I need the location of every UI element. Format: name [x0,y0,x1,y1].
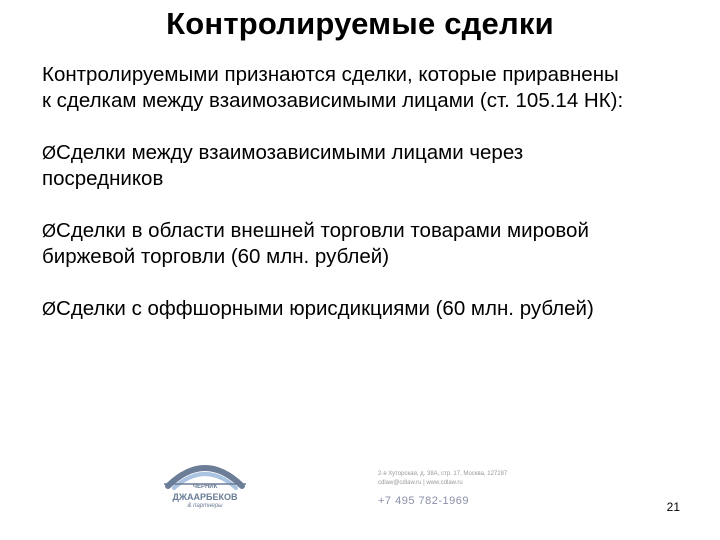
bullet-item [42,140,702,192]
arrow-bullet-icon: Ø [42,299,57,319]
footer-address [378,470,578,488]
logo-name-top: ЧЕРНИК [192,484,218,490]
bullet-text-line2: посредников [42,167,164,190]
intro-text [42,62,702,114]
intro-line-1: Контролируемыми признаются сделки, которые приравнены [42,63,619,86]
slide-title: Контролируемые сделки [166,6,554,41]
bullet-item [42,218,702,270]
logo-name-main: ДЖААРБЕКОВ [172,492,238,502]
arrow-bullet-icon: Ø [42,221,57,241]
arrow-bullet-icon: Ø [42,143,57,163]
page-number: 21 [666,500,680,514]
bullet-item [42,296,702,322]
bullet-text-line1: Сделки между взаимозависимыми лицами через [56,141,524,164]
logo-name-sub: & партнеры [187,503,223,509]
footer-phone: +7 495 782-1969 [378,495,469,507]
bullet-text-line1: Сделки в области внешней торговли товарами мировой [56,219,589,242]
intro-line-2: к сделкам между взаимозависимыми лицами (ст. 105.14 НК): [42,89,624,112]
address-line-2: cdlaw@cdlaw.ru | www.cdlaw.ru [378,480,463,486]
bullet-text-line2: биржевой торговли (60 млн. рублей) [42,245,390,268]
bullet-text-line1: Сделки с оффшорными юрисдикциями (60 млн. рублей) [56,297,594,320]
address-line-1: 2-я Хуторская, д. 38А, стр. 17, Москва, 127287 [378,471,508,477]
